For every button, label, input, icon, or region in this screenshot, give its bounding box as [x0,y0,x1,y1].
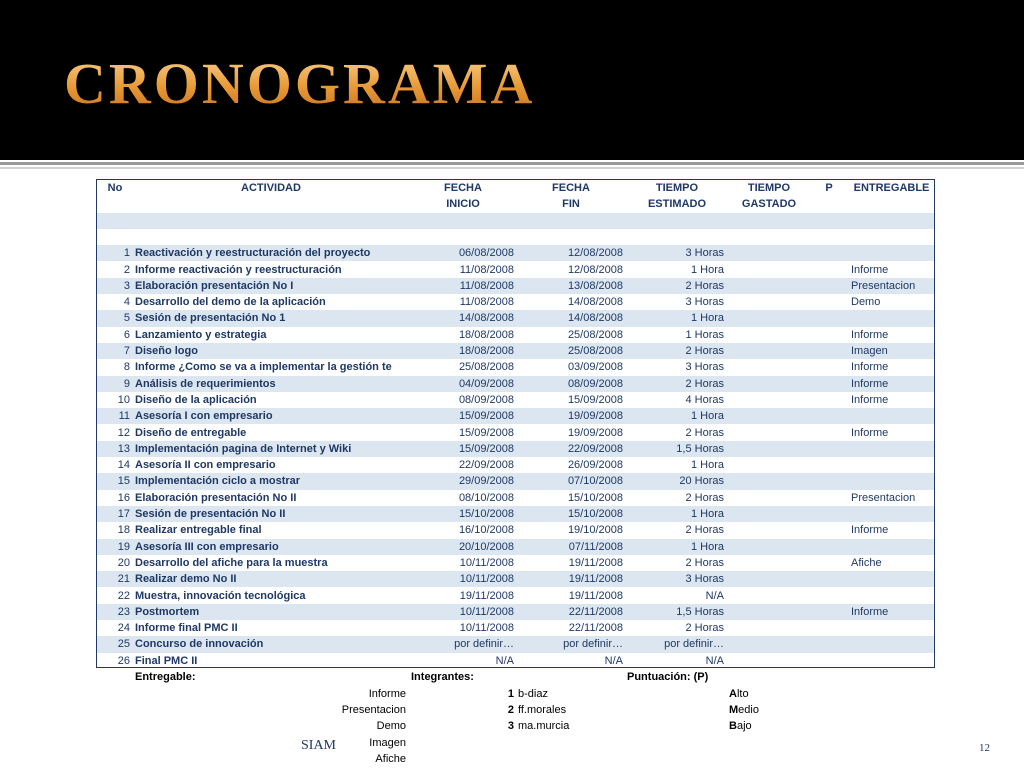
cell-no: 25 [117,638,130,651]
table-row [97,571,934,587]
cell-start-date: 15/09/2008 [458,442,514,455]
cell-estimated-time: 2 Horas [685,556,724,569]
cell-estimated-time: 1 Hora [690,540,724,553]
legend-member-number: 2 [507,703,514,716]
cell-spent-time [729,636,809,652]
cell-end-date: 25/08/2008 [567,328,623,341]
spacer-row [97,229,934,245]
legend-deliverable-title: Entregable: [135,671,196,683]
cell-no: 5 [123,312,130,325]
table-row [97,278,934,294]
cell-spent-time [729,588,809,604]
cell-start-date: 10/11/2008 [459,605,514,618]
cell-start-date: por definir… [454,638,514,651]
cell-score [809,539,849,555]
cell-start-date: 20/10/2008 [458,540,514,553]
cell-score [809,571,849,587]
legend-score-rest: lto [736,687,749,700]
header-start-date: FECHA [444,182,482,194]
cell-deliverable [851,571,934,587]
cell-deliverable [851,245,934,261]
cell-spent-time [729,310,809,326]
table-row [97,539,934,555]
cell-start-date: 15/09/2008 [458,410,514,423]
cell-no: 26 [117,654,130,667]
cell-deliverable [851,310,934,326]
cell-activity: Informe final PMC II [135,622,238,635]
legend-members-title: Integrantes: [411,671,474,683]
cell-end-date: 19/10/2008 [567,524,623,537]
cell-no: 11 [118,410,130,423]
cell-start-date: 29/09/2008 [458,475,514,488]
divider-line-thin [0,167,1024,169]
cell-start-date: 04/09/2008 [458,377,514,390]
cell-activity: Análisis de requerimientos [135,377,276,390]
cell-end-date: 08/09/2008 [567,377,623,390]
cell-no: 6 [123,328,130,341]
cell-end-date: 19/11/2008 [568,573,623,586]
cell-score [809,425,849,441]
cell-score [809,310,849,326]
table-row [97,506,934,522]
cell-spent-time [729,425,809,441]
legend-score-item [729,718,752,734]
cell-score [809,376,849,392]
cell-score [809,620,849,636]
table-row [97,294,934,310]
cell-no: 22 [117,589,130,602]
cell-score [809,441,849,457]
cell-activity: Postmortem [135,605,200,618]
cell-end-date: 12/08/2008 [567,263,623,276]
cell-no: 20 [117,556,130,569]
header-estimated-time: TIEMPO [655,182,699,194]
legend-score-initial: B [729,720,737,733]
cell-deliverable [851,473,934,489]
table-row [97,262,934,278]
cell-no: 13 [117,442,130,455]
cell-estimated-time: 3 Horas [685,361,724,374]
cell-estimated-time: 1 Hora [690,459,724,472]
cell-deliverable: Presentacion [851,491,916,504]
cell-spent-time [729,490,809,506]
cell-start-date: 06/08/2008 [458,247,514,260]
cell-estimated-time: 20 Horas [679,475,724,488]
cell-spent-time [729,294,809,310]
header-row-2 [97,196,934,212]
cell-spent-time [729,359,809,375]
cell-start-date: 22/09/2008 [458,459,514,472]
header-spent-time: TIEMPO [747,182,791,194]
cell-activity: Realizar entregable final [135,524,262,537]
cell-start-date: 08/10/2008 [458,491,514,504]
cell-no: 4 [123,296,130,309]
cell-score [809,506,849,522]
table-row [97,588,934,604]
header-score: P [825,182,833,194]
cell-no: 21 [117,573,130,586]
cell-deliverable: Informe [851,426,889,439]
cell-activity: Sesión de presentación No II [135,508,286,520]
cell-score [809,408,849,424]
legend-score-item [729,702,759,718]
schedule-table [96,179,935,668]
cell-score [809,262,849,278]
table-row [97,245,934,261]
header-spent-time-sub: GASTADO [741,198,797,211]
cell-end-date: 19/11/2008 [568,589,623,602]
table-row [97,327,934,343]
cell-estimated-time: 1 Hora [690,263,724,276]
cell-no: 17 [117,508,130,520]
cell-estimated-time: 1 Hora [690,508,724,520]
cell-end-date: por definir… [563,638,623,651]
table-row [97,310,934,326]
table-row [97,636,934,652]
cell-deliverable: Imagen [851,345,888,357]
cell-spent-time [729,555,809,571]
cell-end-date: 15/10/2008 [567,508,623,520]
cell-end-date: 07/10/2008 [567,475,623,488]
cell-estimated-time: 2 Horas [685,426,724,439]
cell-estimated-time: 1,5 Horas [676,442,724,455]
cell-score [809,327,849,343]
cell-end-date: 12/08/2008 [567,247,623,260]
cell-estimated-time: 3 Horas [685,247,724,260]
cell-spent-time [729,620,809,636]
cell-end-date: 22/09/2008 [567,442,623,455]
legend-member-name: b-diaz [518,687,548,700]
table-row [97,457,934,473]
cell-activity: Final PMC II [135,654,198,667]
cell-estimated-time: 3 Horas [685,296,724,309]
cell-estimated-time: 3 Horas [685,573,724,586]
legend-score-initial: M [729,703,739,716]
cell-score [809,653,849,669]
table-row [97,490,934,506]
cell-end-date: 14/08/2008 [567,296,623,309]
cell-start-date: 10/11/2008 [459,573,514,586]
header-end-date-sub: FIN [562,198,580,211]
header-row-1 [97,180,934,196]
table-row [97,555,934,571]
cell-no: 23 [117,605,130,618]
cell-spent-time [729,278,809,294]
cell-deliverable [851,506,934,522]
cell-no: 12 [117,426,130,439]
cell-end-date: 13/08/2008 [567,279,623,292]
cell-score [809,343,849,359]
cell-estimated-time: N/A [705,654,724,667]
cell-activity: Elaboración presentación No I [135,279,294,292]
cell-spent-time [729,653,809,669]
cell-score [809,588,849,604]
cell-no: 9 [123,377,130,390]
cell-end-date: 15/09/2008 [567,393,623,406]
cell-estimated-time: 1 Horas [685,328,724,341]
cell-activity: Reactivación y reestructuración del proyecto [135,247,371,260]
cell-start-date: 19/11/2008 [459,589,514,602]
header-activity: ACTIVIDAD [241,182,301,194]
cell-activity: Desarrollo del demo de la aplicación [135,296,326,309]
legend-score-initial: A [729,687,737,700]
cell-deliverable [851,588,934,604]
cell-deliverable: Informe [851,328,889,341]
cell-spent-time [729,408,809,424]
table-row [97,376,934,392]
cell-deliverable [851,636,934,652]
cell-start-date: 18/08/2008 [458,328,514,341]
slide-title: CRONOGRAMA [64,51,536,116]
cell-no: 3 [123,279,130,292]
cell-activity: Diseño de entregable [135,426,247,439]
title-band [0,0,1024,160]
cell-end-date: 15/10/2008 [567,491,623,504]
cell-start-date: 11/08/2008 [459,296,514,309]
cell-activity: Realizar demo No II [135,573,237,586]
legend-member-number: 3 [507,720,514,733]
cell-start-date: N/A [495,654,514,667]
table-row [97,653,934,669]
cell-activity: Muestra, innovación tecnológica [135,589,306,602]
cell-no: 18 [117,524,130,537]
page-number: 12 [979,742,990,754]
cell-deliverable [851,653,934,669]
table-row [97,408,934,424]
cell-score [809,555,849,571]
cell-end-date: 22/11/2008 [568,622,623,635]
table-row [97,392,934,408]
cell-no: 1 [123,247,130,260]
cell-activity: Sesión de presentación No 1 [135,312,286,325]
header-deliverable: ENTREGABLE [853,182,930,194]
cell-score [809,294,849,310]
cell-start-date: 25/08/2008 [458,361,514,374]
cell-deliverable [851,620,934,636]
cell-deliverable: Afiche [851,556,882,569]
cell-activity: Informe ¿Como se va a implementar la gestión te [135,361,392,374]
cell-start-date: 08/09/2008 [458,393,514,406]
cell-start-date: 10/11/2008 [459,556,514,569]
cell-activity: Implementación pagina de Internet y Wiki [135,442,352,455]
cell-score [809,457,849,473]
legend-deliverable-item: Informe [368,687,406,700]
cell-activity: Concurso de innovación [135,638,264,651]
legend-score-rest: edio [738,703,759,716]
cell-estimated-time: 4 Horas [685,393,724,406]
cell-spent-time [729,571,809,587]
cell-spent-time [729,473,809,489]
cell-estimated-time: 1 Hora [690,410,724,423]
cell-end-date: N/A [604,654,623,667]
cell-no: 19 [117,540,130,553]
cell-estimated-time: 2 Horas [685,524,724,537]
cell-activity: Diseño logo [135,345,198,357]
cell-activity: Implementación ciclo a mostrar [135,475,301,488]
cell-deliverable: Informe [851,605,889,618]
cell-score [809,278,849,294]
cell-activity: Informe reactivación y reestructuración [135,263,342,276]
cell-deliverable: Informe [851,524,889,537]
cell-score [809,473,849,489]
cell-spent-time [729,245,809,261]
table-row [97,604,934,620]
cell-score [809,245,849,261]
legend-deliverable-item: Imagen [369,736,406,749]
cell-start-date: 15/10/2008 [458,508,514,520]
cell-spent-time [729,327,809,343]
cell-end-date: 19/09/2008 [567,426,623,439]
table-row [97,343,934,359]
cell-score [809,604,849,620]
cell-start-date: 10/11/2008 [459,622,514,635]
legend-member-name: ff.morales [518,703,567,716]
cell-deliverable: Informe [851,263,889,276]
cell-spent-time [729,343,809,359]
cell-start-date: 11/08/2008 [459,279,514,292]
header-estimated-time-sub: ESTIMADO [647,198,707,211]
cell-score [809,392,849,408]
cell-deliverable: Demo [851,296,881,309]
cell-no: 7 [123,345,130,357]
cell-activity: Desarrollo del afiche para la muestra [135,556,328,569]
legend-score-title: Puntuación: (P) [627,671,709,683]
table-row [97,620,934,636]
cell-end-date: 26/09/2008 [567,459,623,472]
cell-start-date: 18/08/2008 [458,345,514,357]
cell-deliverable: Informe [851,361,889,374]
cell-end-date: 07/11/2008 [568,540,623,553]
cell-end-date: 03/09/2008 [567,361,623,374]
cell-score [809,636,849,652]
cell-activity: Diseño de la aplicación [135,393,257,406]
cell-no: 8 [123,361,130,374]
cell-spent-time [729,457,809,473]
cell-spent-time [729,522,809,538]
cell-no: 2 [123,263,130,276]
cell-activity: Elaboración presentación No II [135,491,297,504]
cell-start-date: 11/08/2008 [459,263,514,276]
cell-estimated-time: N/A [705,589,724,602]
cell-estimated-time: por definir… [664,638,724,651]
cell-deliverable: Informe [851,393,889,406]
cell-end-date: 19/11/2008 [568,556,623,569]
cell-estimated-time: 2 Horas [685,377,724,390]
cell-spent-time [729,376,809,392]
cell-activity: Asesoría II con empresario [135,459,276,472]
cell-activity: Lanzamiento y estrategia [135,328,267,341]
cell-spent-time [729,604,809,620]
header-start-date-sub: INICIO [446,198,480,211]
cell-score [809,522,849,538]
cell-estimated-time: 2 Horas [685,622,724,635]
cell-no: 15 [117,475,130,488]
cell-end-date: 22/11/2008 [568,605,623,618]
cell-deliverable [851,539,934,555]
footer-label: SIAM [301,738,337,753]
table-row [97,473,934,489]
header-no: No [107,182,123,194]
cell-end-date: 25/08/2008 [567,345,623,357]
cell-no: 10 [117,393,130,406]
spacer-row [97,213,934,229]
cell-activity: Asesoría III con empresario [135,540,279,553]
cell-deliverable [851,457,934,473]
cell-estimated-time: 2 Horas [685,491,724,504]
cell-estimated-time: 1 Hora [690,312,724,325]
legend-score-rest: ajo [736,720,752,733]
table-row [97,522,934,538]
cell-deliverable [851,441,934,457]
legend-member-name: ma.murcia [518,720,570,733]
cell-start-date: 16/10/2008 [458,524,514,537]
legend-deliverable-item: Demo [376,720,406,733]
cell-activity: Asesoría I con empresario [135,410,273,423]
cell-start-date: 14/08/2008 [458,312,514,325]
header-end-date: FECHA [552,182,590,194]
cell-start-date: 15/09/2008 [458,426,514,439]
table-row [97,425,934,441]
cell-no: 14 [117,459,130,472]
legend-score-item [729,686,749,702]
divider-line [0,162,1024,165]
cell-spent-time [729,262,809,278]
cell-no: 24 [117,622,130,635]
cell-score [809,359,849,375]
legend-deliverable-item: Presentacion [341,703,406,716]
legend-member-number: 1 [507,687,514,700]
cell-estimated-time: 2 Horas [685,279,724,292]
cell-spent-time [729,539,809,555]
cell-end-date: 19/09/2008 [567,410,623,423]
cell-deliverable [851,408,934,424]
cell-end-date: 14/08/2008 [567,312,623,325]
cell-estimated-time: 2 Horas [685,345,724,357]
cell-spent-time [729,506,809,522]
cell-deliverable: Informe [851,377,889,390]
cell-estimated-time: 1,5 Horas [676,605,724,618]
cell-spent-time [729,392,809,408]
cell-score [809,490,849,506]
table-row [97,359,934,375]
cell-spent-time [729,441,809,457]
cell-no: 16 [117,491,130,504]
table-row [97,441,934,457]
legend-deliverable-item: Afiche [375,753,406,766]
cell-deliverable: Presentacion [851,279,916,292]
